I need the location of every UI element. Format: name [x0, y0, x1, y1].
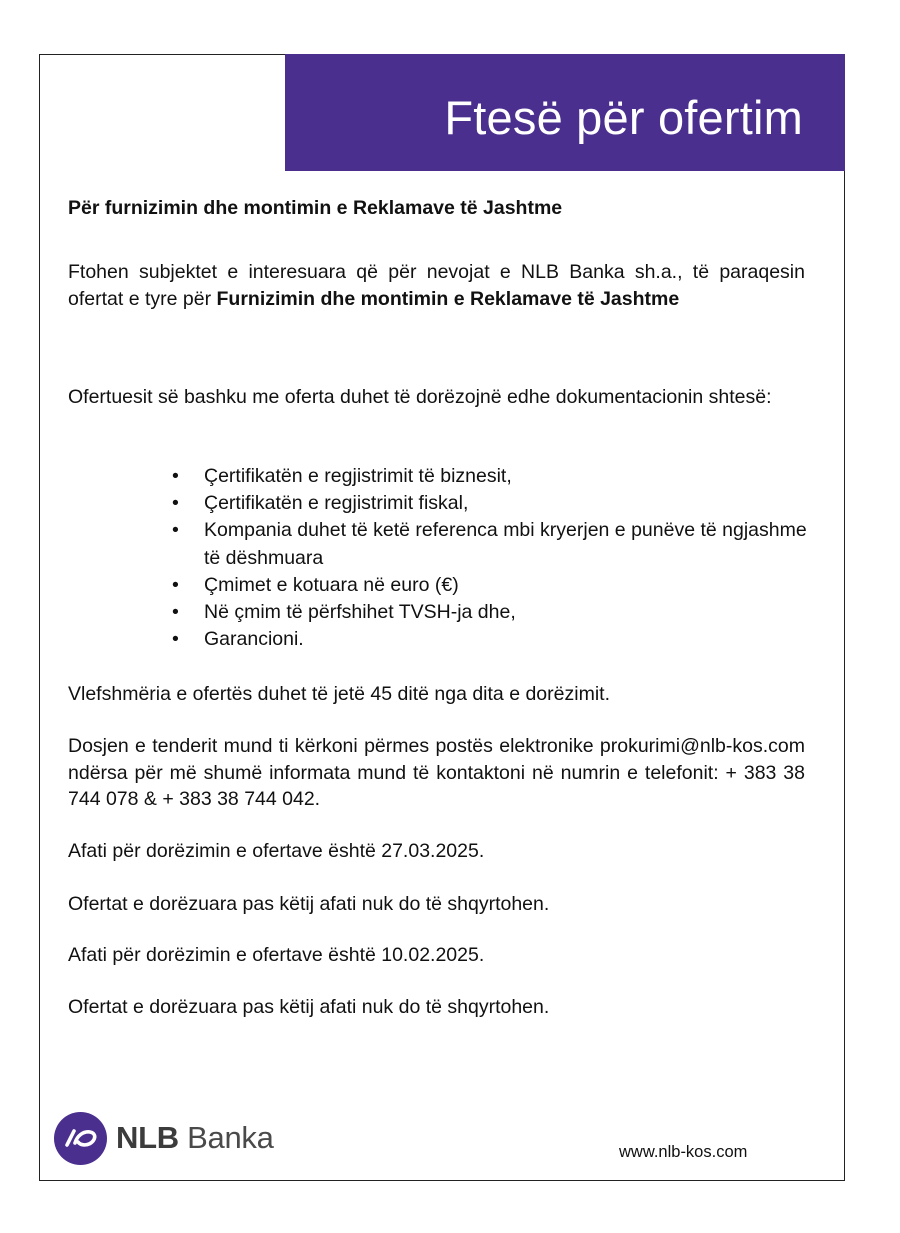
bullet-icon: •	[172, 601, 179, 624]
list-item	[172, 490, 812, 517]
documents-list	[172, 463, 812, 653]
intro-bold-subject: Furnizimin dhe montimin e Reklamave të Jashtme	[216, 287, 680, 310]
list-item-text: Çertifikatën e regjistrimit të biznesit,	[204, 465, 512, 487]
bullet-icon: •	[172, 465, 179, 487]
page-title: Ftesë për ofertim	[444, 91, 803, 144]
list-item	[172, 517, 812, 571]
deadline-paragraph-2: Afati për dorëzimin e ofertave është 10.02.2025.	[68, 944, 485, 966]
nlb-logo-icon	[54, 1112, 107, 1165]
logo-wordmark-bold: NLB	[116, 1120, 179, 1155]
website-link[interactable]: www.nlb-kos.com	[619, 1143, 748, 1161]
list-item-text: Çmimet e kotuara në euro (€)	[204, 573, 459, 596]
late-notice-2: Ofertat e dorëzuara pas këtij afati nuk do të shqyrtohen.	[68, 996, 550, 1018]
list-item-text: Kompania duhet të ketë referenca mbi kryerjen e punëve të ngjashme të dëshmuara	[204, 519, 807, 569]
bullet-icon: •	[172, 573, 179, 596]
list-item	[172, 572, 812, 599]
list-item-text: Në çmim të përfshihet TVSH-ja dhe,	[204, 601, 516, 624]
bullet-icon: •	[172, 519, 179, 542]
intro-text: Ftohen subjektet e interesuara që për nevojat e NLB Banka sh.a., të paraqesin ofertat e tyre për	[68, 261, 805, 310]
subject-heading: Për furnizimin dhe montimin e Reklamave të Jashtme	[68, 197, 563, 219]
intro-paragraph	[68, 259, 805, 312]
bullet-icon: •	[172, 492, 179, 515]
nlb-logo	[54, 1111, 274, 1165]
title-banner	[285, 54, 845, 171]
list-item-text: Garancioni.	[204, 628, 304, 651]
logo-wordmark	[116, 1120, 274, 1156]
logo-wordmark-text: Banka	[187, 1120, 274, 1155]
list-item	[172, 463, 812, 490]
list-item-text: Çertifikatën e regjistrimit fiskal,	[204, 492, 469, 515]
bullet-icon: •	[172, 628, 179, 651]
contact-paragraph: Dosjen e tenderit mund ti kërkoni përmes postës elektronike prokurimi@nlb-kos.com ndërsa për më shumë informata mund të kontaktoni në numrin e telefonit: + 383 38 744 078 & + 383 38 744 042.	[68, 735, 805, 810]
deadline-paragraph-1: Afati për dorëzimin e ofertave është 27.03.2025.	[68, 840, 485, 862]
documents-intro: Ofertuesit së bashku me oferta duhet të dorëzojnë edhe dokumentacionin shtesë:	[68, 386, 772, 408]
list-item	[172, 599, 812, 626]
validity-paragraph: Vlefshmëria e ofertës duhet të jetë 45 ditë nga dita e dorëzimit.	[68, 683, 610, 705]
list-item	[172, 626, 812, 653]
late-notice-1: Ofertat e dorëzuara pas këtij afati nuk do të shqyrtohen.	[68, 893, 550, 915]
